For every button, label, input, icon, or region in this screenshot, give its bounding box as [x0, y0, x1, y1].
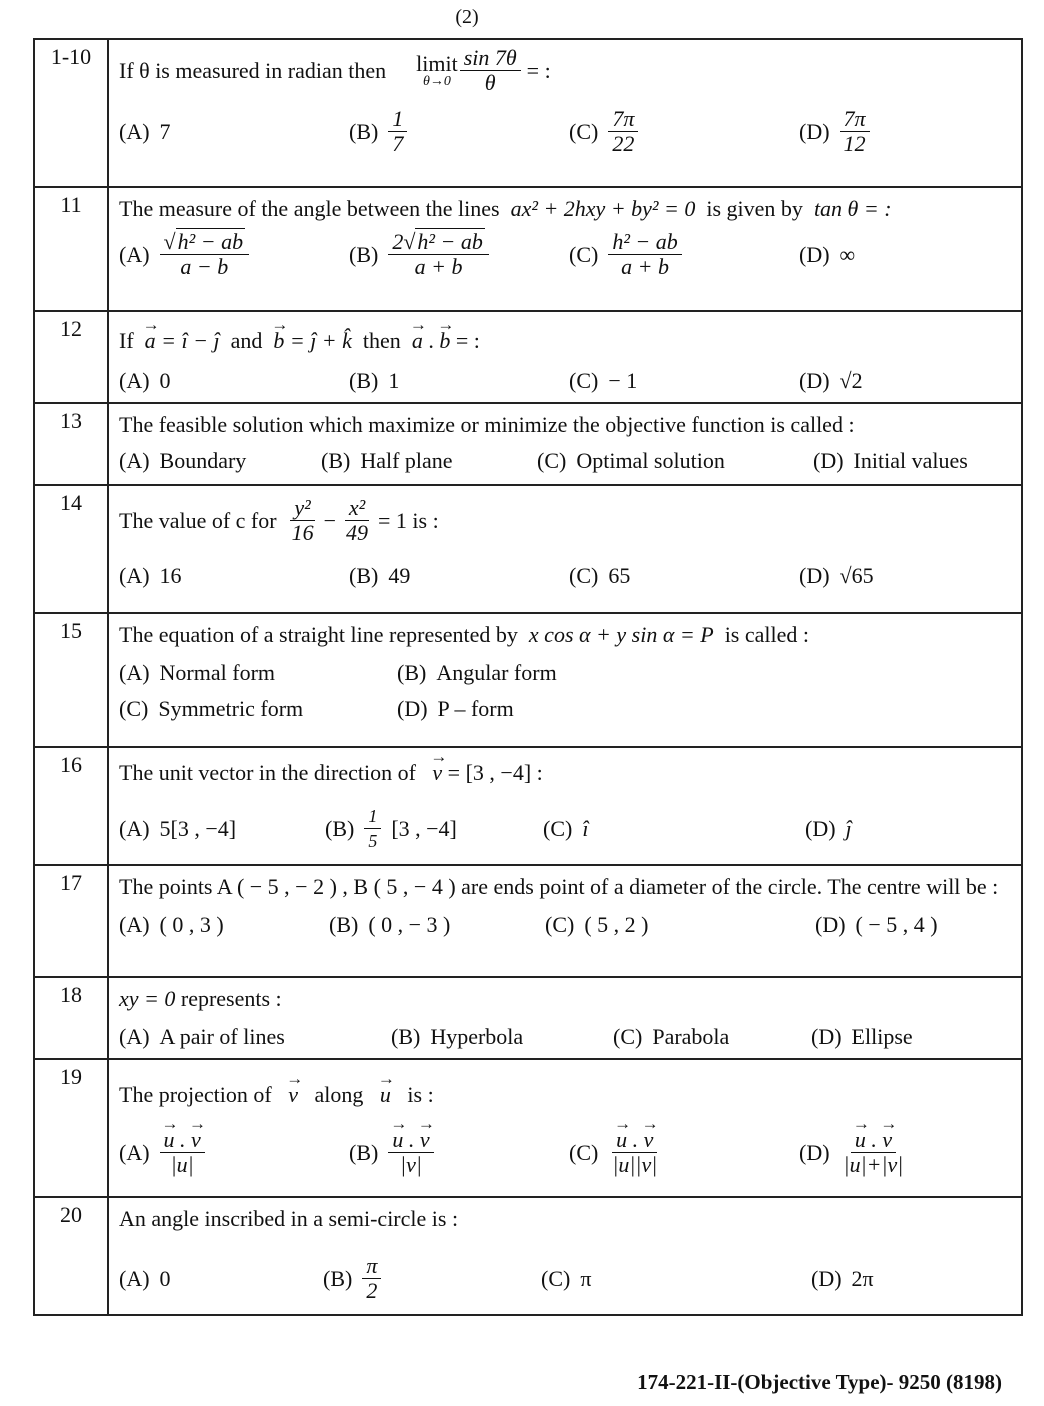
- options: [119, 912, 1009, 938]
- option-a: (A) $\frac{\text{√h² − ab}}{a - b}$: [119, 230, 349, 279]
- question-stem: If θ is measured in radian then limit θ→0 $\frac{\sin 7\theta}{\theta}$ = :: [119, 45, 551, 95]
- question-stem: xy = 0 represents :: [119, 986, 282, 1011]
- question-number: 19: [34, 1059, 108, 1197]
- question-stem: The projection of → v along → u is :: [119, 1080, 1009, 1110]
- option-c: (C) → $\frac{u . \to v}{|u||v|}$: [569, 1128, 799, 1177]
- option-d: (D) P – form: [397, 696, 514, 721]
- options: [119, 1128, 1009, 1177]
- option-d: (D) Initial values: [813, 448, 968, 473]
- question-row: [34, 865, 1022, 977]
- option-c: (C) $\frac{\text{h² − ab}}{a + b}$: [569, 230, 799, 279]
- options: [119, 804, 1009, 853]
- question-stem: The points A ( − 5 , − 2 ) , B ( 5 , − 4 ) are ends point of a diameter of the circle. The centre will be :: [119, 874, 999, 899]
- option-c: (C) π: [541, 1265, 592, 1291]
- option-b: (B) $\frac{1}{5}$ [3 , −4]: [325, 806, 457, 851]
- question-row: [34, 747, 1022, 865]
- option-d: (D) ĵ: [805, 815, 852, 841]
- option-a: (A) 7: [119, 118, 171, 144]
- option-c: (C) Symmetric form: [119, 696, 304, 721]
- limit-expression: limit θ→0: [416, 50, 458, 89]
- option-c: (C) − 1: [569, 368, 638, 393]
- option-a: (A) 0: [119, 1265, 171, 1291]
- question-stem: The measure of the angle between the lines ax² + 2hxy + by² = 0 is given by tan θ = :: [119, 196, 892, 221]
- option-b: (B) Angular form: [397, 660, 557, 685]
- option-b: (B) 49: [349, 563, 411, 588]
- option-b: (B) $\frac{\text{2√h² − ab}}{a + b}$: [349, 230, 569, 279]
- option-d: (D) → $\frac{u . \to v}{|u|+|v|}$: [799, 1128, 907, 1177]
- option-a: (A) 5[3 , −4]: [119, 815, 237, 841]
- question-row: [34, 977, 1022, 1059]
- question-number: 20: [34, 1197, 108, 1315]
- question-number: 1-10: [34, 39, 108, 187]
- paper-code-footer: 174-221-II-(Objective Type)- 9250 (8198): [637, 1370, 1002, 1394]
- option-c: (C) $\frac{7\pi}{22}$: [569, 107, 799, 156]
- options: [119, 448, 1009, 474]
- question-number: 14: [34, 485, 108, 613]
- question-row: [34, 1197, 1022, 1315]
- option-a: (A) Boundary: [119, 448, 247, 473]
- option-b: (B) 1: [349, 368, 400, 393]
- option-a: (A) 16: [119, 563, 182, 588]
- question-number: 17: [34, 865, 108, 977]
- option-c: (C) Parabola: [613, 1024, 730, 1049]
- question-row: [34, 311, 1022, 403]
- options: [119, 368, 1009, 394]
- options: [119, 1024, 1009, 1050]
- question-stem: The feasible solution which maximize or minimize the objective function is called :: [119, 412, 855, 437]
- options: [119, 1254, 1009, 1303]
- option-d: (D) ( − 5 , 4 ): [815, 912, 938, 937]
- options: [119, 696, 1009, 722]
- option-c: (C) Optimal solution: [537, 448, 725, 473]
- option-d: (D) Ellipse: [811, 1024, 913, 1049]
- option-b: (B) Half plane: [321, 448, 453, 473]
- option-d: (D) √2: [799, 368, 863, 393]
- option-b: (B) Hyperbola: [391, 1024, 524, 1049]
- question-number: 18: [34, 977, 108, 1059]
- question-row: [34, 39, 1022, 187]
- question-stem: The equation of a straight line represented by x cos α + y sin α = P is called :: [119, 622, 809, 647]
- option-c: (C) 65: [569, 563, 631, 588]
- question-row: [34, 485, 1022, 613]
- question-stem: The value of c for $\frac{\text{y²}}{16}$ − $\frac{\text{x²}}{49}$ = 1 is :: [119, 495, 439, 545]
- question-row: [34, 1059, 1022, 1197]
- question-row: [34, 403, 1022, 485]
- option-a: (A) ( 0 , 3 ): [119, 912, 224, 937]
- option-b: (B) $\frac{\pi}{2}$: [323, 1254, 541, 1303]
- question-row: [34, 187, 1022, 311]
- option-b: (B) $\frac{1}{7}$: [349, 107, 569, 156]
- options: [119, 563, 1009, 589]
- option-a: (A) A pair of lines: [119, 1024, 285, 1049]
- question-table: [33, 38, 1023, 1316]
- question-number: 13: [34, 403, 108, 485]
- option-a: (A) Normal form: [119, 660, 276, 685]
- question-number: 11: [34, 187, 108, 311]
- options: [119, 660, 1009, 686]
- page-number: (2): [455, 6, 479, 28]
- question-number: 16: [34, 747, 108, 865]
- option-c: (C) î: [543, 815, 589, 841]
- question-stem: The unit vector in the direction of → v = [3 , −4] :: [119, 758, 1009, 788]
- question-row: [34, 613, 1022, 747]
- option-a: (A) → $\frac{u . \to v}{|u|}$: [119, 1128, 349, 1177]
- option-d: (D) ∞: [799, 241, 856, 267]
- option-d: (D) $\frac{7\pi}{12}$: [799, 107, 870, 156]
- option-d: (D) 2π: [811, 1265, 874, 1291]
- option-d: (D) √65: [799, 563, 874, 588]
- option-b: (B) ( 0 , − 3 ): [329, 912, 451, 937]
- options: [119, 230, 1009, 279]
- option-b: (B) → $\frac{u . \to v}{|v|}$: [349, 1128, 569, 1177]
- question-stem: An angle inscribed in a semi-circle is :: [119, 1206, 459, 1231]
- question-number: 12: [34, 311, 108, 403]
- options: [119, 107, 1009, 156]
- question-stem: If → a = î − ĵ and → b = ĵ + k̂ then → a . → b = :: [119, 326, 1009, 356]
- option-c: (C) ( 5 , 2 ): [545, 912, 649, 937]
- question-number: 15: [34, 613, 108, 747]
- option-a: (A) 0: [119, 368, 171, 393]
